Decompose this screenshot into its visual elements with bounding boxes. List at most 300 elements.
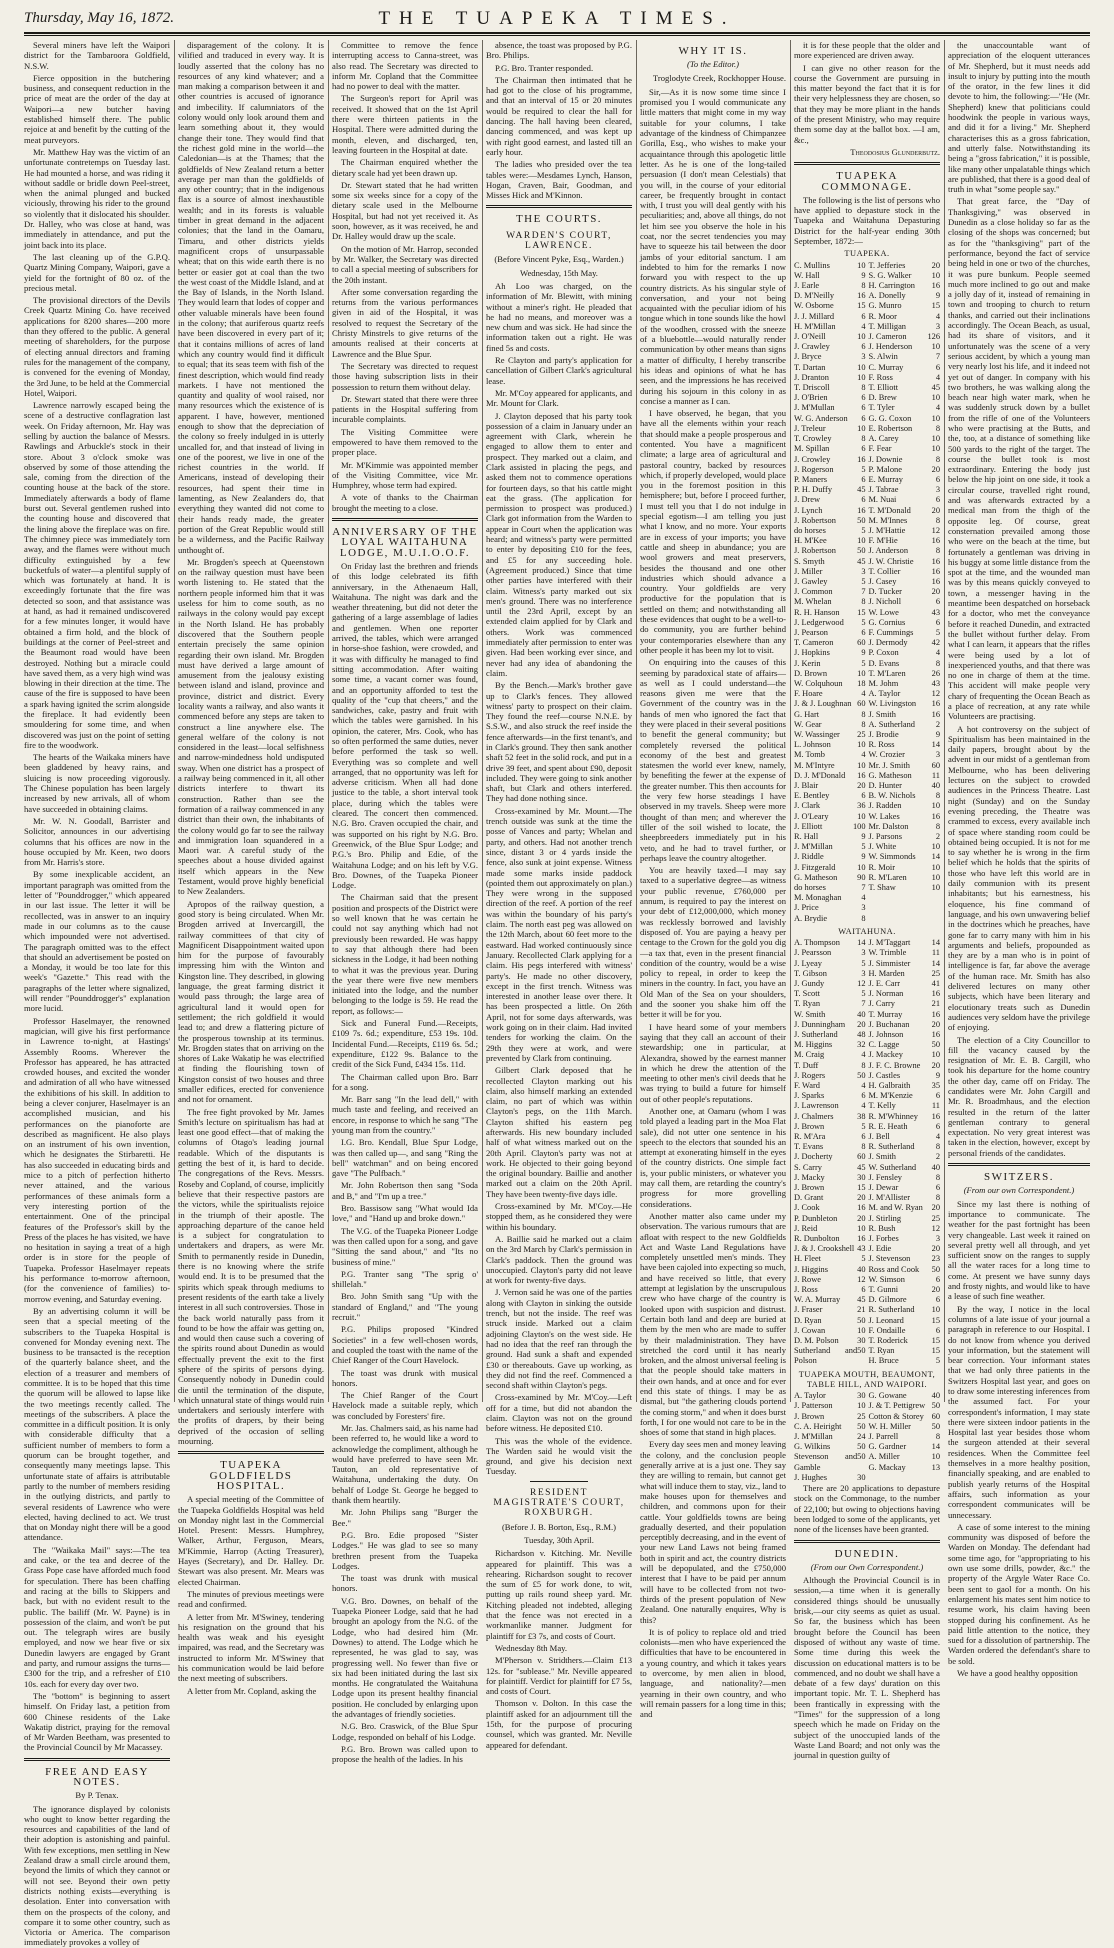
stock-count: 18 [857, 678, 866, 688]
list-item [794, 1224, 866, 1234]
applicant-name: M. Higgins [794, 1040, 833, 1050]
stock-count: 8 [861, 719, 866, 729]
applicant-name: S. Smyth [794, 556, 825, 566]
article-paragraph: The V.G. of the Tuapeka Pioneer Lodge was then called upon for a song, and gave "Sitting the sand about," and "Its no business of mine." [332, 1225, 478, 1267]
article-paragraph: Since my last there is nothing of importance to communicate. The weather for the past fortnight has been very changeable. Last week it rained on several pretty well all through, and yet sufficient snow on the ranges to supply all the water races for a long time to come. At present we have sunny days and frosty nights, and would like to have a lease of such fine weather. [948, 1198, 1090, 1302]
list-item [868, 1183, 940, 1193]
stock-count: 16 [857, 454, 866, 464]
article-paragraph: absence, the toast was proposed by P.G. Bro. Philips. [486, 40, 632, 61]
article-paragraph: I have heard some of your members saying that they call an account of their stewardship; one in particular, at Alexandra, showed by the earnest manner in which he drew the attention of the meeting to other men's civil deeds that he was trying to build a future for himself out of other people's reputations. [640, 1021, 786, 1104]
column-6 [794, 40, 940, 1761]
stock-count: 42 [931, 638, 940, 648]
stock-count: 10 [931, 434, 940, 444]
stock-count: 3 [861, 948, 866, 958]
applicant-name: do horses [794, 883, 826, 893]
list-item [868, 1040, 940, 1050]
list-item [794, 261, 866, 271]
article-paragraph: M'Pherson v. Stridthers.—Claim £13 12s. for "sublease." Mr. Neville appeared for plaintiff. Verdict for plaintiff for £7 5s, and costs of Court. [486, 1655, 632, 1697]
list-item [794, 577, 866, 587]
section-byline: By P. Tenax. [75, 1790, 119, 1801]
list-item [868, 750, 940, 760]
applicant-name: J. Hopkins [794, 648, 830, 658]
stock-count: 8 [935, 658, 940, 668]
applicant-name: J. Docherty [794, 1152, 833, 1162]
applicant-name: J. Stevenson [868, 1254, 911, 1264]
list-item [794, 383, 866, 393]
list-item [868, 261, 940, 271]
applicant-name: J. O'Neill [794, 332, 826, 342]
section-title-switzers: SWITZERS. [983, 1171, 1055, 1184]
stock-count: 6 [861, 474, 866, 484]
stock-count: 16 [931, 709, 940, 719]
applicant-name: J. Downie [868, 454, 903, 464]
stock-count: 3 [935, 750, 940, 760]
list-item [868, 1224, 940, 1234]
applicant-name: D. Brew [868, 393, 897, 403]
list-item [794, 1122, 866, 1132]
applicant-name: W. Hall [794, 270, 820, 280]
applicant-name: J. Dermody [868, 638, 908, 648]
list-item [794, 1173, 866, 1183]
article-paragraph: P.G. Philips proposed "Kindred Societies" in a few well-chosen words, and coupled the toast with the name of the Chief Ranger of the Court Havelock. [332, 1324, 478, 1366]
applicant-name: R. M'Ara [794, 1132, 826, 1141]
list-item [794, 1081, 866, 1091]
applicant-name: F. Ross [868, 372, 893, 382]
stock-count: 6 [935, 1274, 940, 1284]
applicant-name: A. Carey [868, 434, 899, 444]
list-item [794, 638, 866, 648]
applicant-name: J. & T. Pettigrew [868, 1401, 926, 1411]
applicant-name: T. Duff [794, 1060, 819, 1070]
stock-count: 50 [857, 515, 866, 525]
stock-count: 10 [931, 342, 940, 352]
stock-count: 8 [861, 383, 866, 393]
article-paragraph: Sir,—As it is now some time since I promised you I would communicate any little matters that might come in my way suitable for your columns, I take advantage of the kindness of Chimpanzee Gorilla, Esq., who wishes to make your acquaintance through this apologetic little letter. As he is one of the long-tailed persuasion (I don't mean Celestials) that you will, in the course of your editorial career, be frequently brought in contact with, I trust you will deal gently with his peculiarities; and, above all things, do not let him see you observe the hole in his coat, nor the secret tendencies you may have to squeeze his tail between the door jambs of your editorial sanctum. I am indebted to him for the remarks I now forward you with respect to the up country districts. As his singular style of conversation, and your not being acquainted with the peculiar idiom of his tongue which in tone sounds like the howl of the woodhen, crossed with the sneeze of a bluebottle—would naturally render communication by other means than signs a matter of difficulty, I hereby transcribe his ideas and opinions of what he has seen, and the impressions he has received during his sojourn in this colony in as concise a manner as I can. [640, 86, 786, 406]
list-item [794, 1203, 866, 1213]
stock-count: 6 [935, 1295, 940, 1305]
applicant-name: W. Simmonds [868, 852, 916, 862]
article-paragraph: The ladies who presided over the tea tables were:—Mesdames Lynch, Hanson, Hogan, Craven, Bair, Goodman, and Misses Hick and M'Kinnon. [486, 159, 632, 201]
column-divider [328, 40, 329, 1402]
list-item [794, 1295, 866, 1305]
list-item [794, 999, 866, 1009]
applicant-name: J. Smith [868, 1152, 896, 1162]
applicant-name: F. Fear [868, 444, 892, 454]
stock-count: 6 [861, 393, 866, 403]
list-item [868, 414, 940, 424]
stock-count: 15 [931, 301, 940, 311]
applicant-name: E. Murray [868, 474, 903, 484]
stock-count: 12 [931, 525, 940, 535]
issue-date: Thursday, May 16, 1872. [24, 10, 174, 26]
list-item [868, 730, 940, 740]
article-paragraph: The Visiting Committee were empowered to have them removed to the proper place. [332, 426, 478, 458]
applicant-name: J. White [868, 842, 897, 852]
section-divider [794, 162, 940, 165]
stock-count: 10 [857, 668, 866, 678]
article-paragraph: Mr. M'Coy appeared for applicants, and Mr. Mount for Clark. [486, 387, 632, 409]
stock-count: 50 [857, 1452, 866, 1462]
article-paragraph: Gilbert Clark deposed that he recollected Clayton marking out his claim, also himself marking an extended claim, no part of which was within Clayton's pegs, on the 11th March. Clayton shifted his eastern peg afterwards. His new boundary included half of what witness marked out on the 20th April. Clayton's party was not at work. He objected to their going beyond the original boundary. Baillie and another marked out a claim on the 20th April. They have been twenty-five days idle. [486, 1065, 632, 1199]
applicant-name: J. W. Christie [868, 556, 914, 566]
list-item [868, 608, 940, 618]
applicant-name: A. Brydie [794, 913, 828, 923]
stock-count: 50 [857, 1346, 866, 1356]
list-item [868, 883, 940, 893]
applicant-name: J. Carry [868, 999, 895, 1009]
applicant-name: W. Lakes [868, 811, 900, 821]
list-item [794, 812, 866, 822]
stock-count: 26 [931, 668, 940, 678]
stock-count: 40 [857, 1264, 866, 1274]
list-item [794, 495, 866, 505]
list-item [794, 689, 866, 699]
list-item [868, 1244, 940, 1254]
applicant-name: W. Sutherland [868, 1162, 917, 1172]
applicant-name: J. Cook [794, 1203, 820, 1213]
applicant-name: S. G. Walker [868, 270, 912, 280]
applicant-name: A. Taylor [868, 689, 901, 699]
stock-count: 10 [857, 423, 866, 433]
stock-count: 10 [857, 760, 866, 770]
applicant-name: R. Moor [868, 311, 897, 321]
stock-count: 8 [861, 281, 866, 291]
stock-count: 12 [857, 978, 866, 988]
stock-count: 14 [931, 958, 940, 968]
list-item [868, 771, 940, 781]
article-paragraph: P.G. Bro. Brown was called upon to propose the health of the ladies. In his [332, 1743, 478, 1765]
stock-count: 20 [857, 1213, 866, 1223]
applicant-name: J. Brown [794, 1183, 825, 1193]
applicant-name: J. Rogerson [794, 464, 834, 474]
stock-count: 25 [931, 1213, 940, 1223]
list-item [794, 352, 866, 362]
column-divider [944, 40, 945, 1402]
applicant-name: R. Ross [868, 740, 895, 750]
list-item [794, 1473, 866, 1483]
stock-count: 5 [861, 658, 866, 668]
list-item [868, 363, 940, 373]
list-item [868, 465, 940, 475]
applicant-name: T. Kelly [868, 1101, 896, 1111]
list-item [794, 801, 866, 811]
list-item [868, 679, 940, 689]
list-item [794, 852, 866, 862]
stock-count: 16 [931, 1111, 940, 1121]
stock-count: 6 [935, 362, 940, 372]
applicant-name: T. Crowley [794, 434, 832, 444]
stock-count: 8 [861, 913, 866, 923]
list-item [794, 1193, 866, 1203]
article-paragraph: Mr. Matthew Hay was the victim of an unfortunate contretemps on Tuesday last. He had mounted a horse, and was riding it without saddle or bridle down Peel-street, when the animal plunged and bucked viciously, throwing his rider to the ground so violently that it dislocated his shoulder. Dr. Halley, who was close at hand, was immediately in attendance, and put the joint back into its place. [24, 146, 170, 250]
applicant-name: W. Wassinger [794, 729, 840, 739]
applicant-name: A. Sutherland [868, 719, 915, 729]
list-item [794, 948, 866, 958]
list-item [794, 312, 866, 322]
applicant-name: J. Bryce [794, 352, 822, 362]
section-title-anniversary: ANNIVERSARY OF THE LOYAL WAITAHUNA LODGE, M.U.I.O.O.F. [332, 526, 478, 559]
stock-count: 5 [861, 525, 866, 535]
stock-count: 16 [931, 699, 940, 709]
applicant-name: F. Hoare [794, 689, 823, 699]
stock-count: 4 [935, 311, 940, 321]
article-paragraph: Cross-examined by Mr. Mount.—The trench outside was sunk at the time the posse of Vances and party; Whelan and party, and others. Had not another trench since, distant 3 or 4 yards inside the fence, also sunk at joint expense. Witness made some marks inside paddock (pointed them out approximately on plan.) They were wrong in the supposed direction of the reef. A portion of the reef was within the boundary of his party's claim. The north east peg was allowed on the 12th March, about 60 feet more to the eastward. Had worked continuously since January. Recollected Clark applying for a claim. His pegs interfered with witness' party's. He made no other discovery, except in the first trench. Witness was interested in another lease over there. It has been prospected a little. On 26th April, not for some days afterwards, was work going on in their claim. Had invited tenders for working the claim. On the 29th they were at work, and were prevented by Clark from continuing. [486, 805, 632, 1063]
applicant-name: W. Smith [794, 1009, 826, 1019]
applicant-name: W. Colquhoun [794, 678, 843, 688]
stock-count: 20 [931, 587, 940, 597]
stock-count: 12 [857, 1274, 866, 1284]
stock-count: 15 [857, 301, 866, 311]
column-4 [486, 40, 632, 1750]
applicant-name: C. Murray [868, 362, 904, 372]
article-paragraph: You are heavily taxed—I may say taxed to a superlative degree—as witness your public revenue, £760,000 per annum, is required to pay the interest on your debt of £12,000,000, which money was recklessly borrowed and lavishly disposed of. You are paying a heavy per centage to the Crown for the gold you dig—a tax that, even in the present financial condition of the country, would be a wise policy to repeal, in order to keep the miners in the country. In fact, you have an Old Man of the Sea on your shoulders, and the sooner you shake him off the better it will be for you. [640, 865, 786, 1020]
list-item [794, 679, 866, 689]
stock-count: 4 [861, 1050, 866, 1060]
stock-count: 16 [931, 566, 940, 576]
stock-count: 60 [931, 760, 940, 770]
stock-count: 6 [861, 444, 866, 454]
list-item [868, 322, 940, 332]
list-item [794, 883, 866, 893]
list-item [868, 424, 940, 434]
applicant-name: W. Crozier [868, 750, 905, 760]
applicant-name: J. Castles [868, 1070, 901, 1080]
applicant-name: T. Jefferies [868, 260, 906, 270]
article-paragraph: The hearts of the Waikaka miners have been gladdened by heavy rains, and sluicing is now proceeding vigorously. The Chinese population has been largely increased by new arrivals, all of whom have succeeded in obtaining claims. [24, 752, 170, 814]
stock-count: 2 [935, 832, 940, 842]
applicant-name: D. Tucker [868, 587, 902, 597]
stock-count: 12 [931, 1223, 940, 1233]
list-item [868, 1442, 940, 1452]
list-item [794, 567, 866, 577]
list-item [794, 648, 866, 658]
list-item [868, 1091, 940, 1101]
article-paragraph: Mr. M'Kimmie was appointed member of the Visiting Committee, vice Mr. Humphrey, whose term had expired. [332, 459, 478, 491]
list-item [794, 1422, 866, 1432]
list-item [794, 546, 866, 556]
section-divider [794, 1540, 940, 1543]
applicant-name: J. Dranton [794, 372, 829, 382]
applicant-name: J. Casey [868, 576, 897, 586]
list-item [794, 271, 866, 281]
applicant-name: Mr. J. Smith [868, 760, 910, 770]
list-item [794, 516, 866, 526]
list-item [868, 832, 940, 842]
list-item [868, 495, 940, 505]
applicant-name: J. Gundy [794, 978, 825, 988]
applicant-name: T. Dartan [794, 362, 826, 372]
stock-count: 16 [931, 811, 940, 821]
applicant-name: M. M'Intyre [794, 760, 835, 770]
stock-count: 45 [857, 1295, 866, 1305]
applicant-name: R. M'Laren [868, 872, 907, 882]
stock-count: 3 [861, 968, 866, 978]
list-item [868, 1326, 940, 1336]
stock-count: 8 [935, 821, 940, 831]
section-divider [486, 205, 632, 208]
applicant-name: T. Elliott [868, 383, 899, 393]
stock-count: 8 [861, 1060, 866, 1070]
stock-count: 7 [861, 999, 866, 1009]
stock-count: 3 [861, 903, 866, 913]
stock-count: 30 [857, 1336, 866, 1346]
article-paragraph: Lawrence narrowly escaped being the scene of a destructive conflagration last week. On Friday afternoon, Mr. Hay was selling by auction the balance of Messrs. Rawlings and Arbuckle's stock in their store. About 3 o'clock smoke was observed by some of those attending the sale, coming from the direction of the counting house at the back of the store. Immediately afterwards a body of flame burst out. Several gentlemen rushed into the counting house and discovered that the lining above the fireplace was on fire. The chimney piece was immediately torn away, and the flames were without much difficulty extinguished by a few bucketfuls of water—a plentiful supply of which was fortunately at hand. It is exceedingly fortunate that the fire was detected so soon, and that assistance was at hand, as had it remained undiscovered for a few minutes longer, it would have obtained a firm hold, and the block of buildings at the corner of Peel-street and the Beaumont road would have been destroyed. Nothing but a miracle could have saved them, as a very high wind was blowing in their direction at the time. The cause of the fire is supposed to have been a spark having ignited the scrim alongside the fireplace. It had evidently been smouldering for some time, and when discovered was just on the point of setting fire to the woodwork. [24, 400, 170, 750]
list-item [794, 332, 866, 342]
list-item [794, 893, 866, 903]
applicant-name: H. M'Millan [794, 321, 836, 331]
stock-count: 16 [931, 989, 940, 999]
list-item [794, 969, 866, 979]
article-paragraph: It is of policy to replace old and tried colonists—men who have experienced the difficulties that have to be encountered in a young country, and which it takes years to overcome, by men alien in blood, language, and nationality?—men yearning in their own country, and who will remain passers for a long time in this; and [640, 1626, 786, 1720]
article-paragraph: Committee to remove the fence interrupting access to Canna-street, was also read. The Secretary was directed to inform Mr. Copland that the Committee had no power to deal with the matter. [332, 40, 478, 92]
list-item [794, 291, 866, 301]
list-tuapeka [794, 261, 940, 924]
list-item [868, 1020, 940, 1030]
section-divider [530, 1481, 588, 1482]
applicant-name: J. Ross [794, 1285, 818, 1295]
stock-count: 9 [935, 729, 940, 739]
list-item [794, 669, 866, 679]
applicant-name: T. Gunni [868, 1285, 899, 1295]
letter-to-editor: (To the Editor.) [687, 59, 739, 70]
stock-count: 6 [861, 311, 866, 321]
applicant-name: S. Alwin [868, 352, 898, 362]
list-item [794, 781, 866, 791]
stock-count: 8 [935, 1193, 940, 1203]
applicant-name: J. Henderson [868, 342, 913, 352]
stock-count: 16 [857, 505, 866, 515]
stock-count: 6 [861, 413, 866, 423]
stock-count: 30 [857, 1472, 866, 1482]
article-paragraph: The toast was drunk with musical honors. [332, 1573, 478, 1594]
stock-count: 3 [935, 1234, 940, 1244]
list-item [794, 506, 866, 516]
applicant-name: H. Marden [868, 968, 905, 978]
list-item [868, 638, 940, 648]
applicant-name: W. Livingston [868, 699, 917, 709]
stock-count: 6 [861, 1132, 866, 1141]
article-paragraph: On enquiring into the causes of this seeming by paradoxical state of affairs—as well as I could understand—the reasons given me were that the Government of the country was in the hands of men who ignored the fact that they were placed in their several positions to benefit the general community; but completely reversed the political economy of the best and greatest statesmen the world ever knew, namely, by benefiting the fewer at the expense of the greater number. This then accounts for the very few horse steadings I have observed in my travels. Sheep were more thought of than men; and wherever the tiller of the soil wished to locate, the sheepbreeders immediately put in his veto, and he had to travel further, or perhaps leave the country altogether. [640, 657, 786, 863]
applicant-name: J. Lyeay [794, 958, 822, 968]
article-paragraph: The Chairman called upon Bro. Barr for a song. [332, 1071, 478, 1092]
stock-count: 10 [857, 372, 866, 382]
stock-count: 30 [857, 1172, 866, 1182]
applicant-name: J. Lynch [794, 505, 823, 515]
article-paragraph: J. Vernon said he was one of the parties along with Clayton in sinking the outside trench, but not the inside. The reef was struck inside. Marked out a claim adjoining Clayton's on the west side. He had no idea that the reef ran through the ground. Had sunk a shaft and expended £30 or thereabouts. Gave up working, as they did not find the reef. Commenced a second shaft within Clayton's pegs. [486, 1287, 632, 1391]
stock-count: 15 [857, 1183, 866, 1193]
list-item [868, 1061, 940, 1071]
stock-count: 14 [931, 938, 940, 948]
applicant-name: J. O'Leary [794, 811, 829, 821]
section-title-free-easy: FREE AND EASY NOTES. [45, 1765, 149, 1788]
article-paragraph: The following is the list of persons who have applied to depasture stock in the Tuapeka and Waitahuna Depasturing District for the half-year ending 30th September, 1872:— [794, 194, 940, 247]
stock-count: 10 [857, 1325, 866, 1335]
list-item [794, 832, 866, 842]
applicant-name: D. Gilmore [868, 1295, 907, 1305]
article-paragraph: Mr. Jas. Chalmers said, as his name had been referred to, he would like a word to acknowledge the compliment, although he would have preferred to have seen Mr. Tauton, an old representative of Waitahuna, undertaking the duty. On behalf of Lodge St. George he begged to thank them heartily. [332, 1423, 479, 1506]
applicant-name: P. Malone [868, 464, 902, 474]
stock-count: 8 [935, 546, 940, 556]
stock-count: 90 [857, 872, 866, 882]
applicant-name: R. Dunbolton [794, 1234, 840, 1244]
stock-count: 10 [857, 332, 866, 342]
applicant-name: G. Munro [868, 301, 902, 311]
stock-count: 14 [931, 740, 940, 750]
applicant-name: J. Cowan [794, 1325, 826, 1335]
stock-count: 10 [931, 1452, 940, 1462]
list-item [868, 281, 940, 291]
applicant-name: E. Robertson [868, 423, 913, 433]
stock-count: 16 [931, 576, 940, 586]
applicant-name: D. M'Neilly [794, 291, 835, 301]
list-item [794, 1010, 866, 1020]
stock-count: 126 [927, 332, 940, 342]
list-item [868, 1336, 940, 1346]
stock-count: 6 [861, 627, 866, 637]
applicant-name: J. Stirling [868, 1213, 902, 1223]
list-item [794, 1030, 866, 1040]
stock-count: 6 [935, 1091, 940, 1101]
applicant-name: J. Pearsson [794, 948, 832, 958]
applicant-name: J. F. C. Browne [868, 1060, 921, 1070]
stock-count: 10 [931, 842, 940, 852]
list-item [868, 618, 940, 628]
applicant-name: G. Hart [794, 709, 820, 719]
stock-count: 16 [931, 1009, 940, 1019]
applicant-name: G. Gardner [868, 1442, 907, 1452]
stock-count: 10 [857, 362, 866, 372]
stock-count: 8 [935, 1432, 940, 1442]
applicant-name: W. H. Miller [868, 1421, 911, 1431]
list-item [868, 546, 940, 556]
article-paragraph: That great farce, the "Day of Thanksgiving," was observed in Dunedin as a close holiday so far as the closing of the shops was concerned; but as for the "thanksgiving" part of the performance, beyond the fact of service being held in one or two of the churches, it was pure bunkum. People seemed much more inclined to go out and make a jolly day of it, instead of remaining in town and trooping to church to return thanks, and carried out their inclinations accordingly. The Ocean Beach, as usual, had its share of visitors, and it unfortunately was the scene of a very serious accident, by which a young man very nearly lost his life, and it indeed not yet out of danger. In company with his two brothers, he was walking along the beach near high water mark, when he was suddenly struck down by a bullet from the rifle of one of the Volunteers who were practising at the Butts, and the, too, at a distance of something like 500 yards to the right of the target. The course the bullet took is most extraordinary. Entering the body just below the hip joint on one side, it took a circular course, travelled right round, and was afterwards extracted by a medical man from the thigh of the opposite leg. Of course, great consternation prevailed among those who were on the beach at the time, but fortunately a gentleman was driving in his buggy at some little distance from the spot at the time, and the wounded man was by this means quickly conveyed to town, a messenger having in the meantime been despatched on horseback for a doctor, who met the conveyance before it reached Dunedin, and extracted the bullet without further delay. From what I can learn, it appears that the rifles were being used by a lot of inexperienced youths, and that there was no one in charge of them at the time. This accident will make people very chary of frequenting the Ocean Beach as a place of recreation, at any rate while Volunteers are practising. [948, 196, 1091, 722]
applicant-name: R. Moir [868, 862, 895, 872]
list-item [868, 740, 940, 750]
article-paragraph: By an advertising column it will be seen that a special meeting of the subscribers to the Tuapeka Hospital is convened for Monday evening next. The business to be transacted is the reception of the quarterly balance sheet, and the election of a treasurer and members of committee. It is to be hoped that this time the quorum will be allowed to lapse like the two meetings recently called. The meetings of the subscribers. A place the committee in a difficult position. It is only with considerable difficulty that a sufficient number of members to form a quorum can be brought together, and consequently many meetings lapse. This unfortunate state of affairs is attributable partly to the number of members residing in the outlying districts, and partly to several residents of Lawrence who were elected, having declined to act. We trust that on Monday night there will be a good attendance. [24, 1305, 170, 1543]
list-item [868, 271, 940, 281]
stock-count: 13 [931, 1462, 940, 1472]
stock-count: 50 [931, 1421, 940, 1431]
applicant-name: T. Gibson [794, 968, 827, 978]
article-paragraph: Apropos of the railway question, a good story is being circulated. When Mr. Brogden arrived at Invercargill, the railway committees of that city of Magnificent Disappointment waited upon him for the purpose of favourably impressing him with the Winton and Kingston line. They described, in glowing language, the great farming district it would pass through; the large area of agricultural land it would open for settlement; the rich goldfield it would lead to; and drew a flattering picture of the prosperous township at its terminus. Mr. Brogden states that on arriving on the shores of Lake Wakatip he was electrified at finding the flourishing town of Kingston consist of two houses and three smaller edifices, erected for convenience and not for ornament. [178, 898, 324, 1105]
applicant-name: F. M'Hie [868, 536, 898, 546]
article-paragraph: P.G. Tranter sang "The sprig o' shillelah." [332, 1268, 478, 1290]
applicant-name: J. Parsons [868, 832, 902, 842]
stock-count: 14 [857, 938, 866, 948]
stock-count: 9 [935, 291, 940, 301]
list-item [794, 342, 866, 352]
list-item [868, 842, 940, 852]
list-item [794, 959, 866, 969]
article-paragraph: After some conversation regarding the returns from the various performances given in aid of the Hospital, it was resolved to request the Secretary of the Christy Minstrels to give returns of the amounts realised at their concerts at Lawrence and the Blue Spur. [332, 286, 478, 359]
list-item [794, 1061, 866, 1071]
stock-count: 3 [935, 485, 940, 495]
stock-count: 8 [935, 515, 940, 525]
article-paragraph: The "bottom" is beginning to assert himself. On Friday last, a petition from 600 Chinese residents of the Lake Wakatip district, praying for the removal of Mr Warden Beetham, was presented to the Provincial Council by Mr Macassey. [24, 1690, 170, 1753]
columns [24, 40, 1091, 1948]
stock-count: 40 [931, 781, 940, 790]
list-item [794, 434, 866, 444]
list-item [794, 557, 866, 567]
article-paragraph: The Chief Ranger of the Court Havelock made a suitable reply, which was concluded by Foresters' fire. [332, 1390, 478, 1421]
applicant-name: C. A. Heiright [794, 1421, 842, 1431]
column-divider [636, 40, 637, 1402]
list-item [794, 761, 866, 771]
applicant-name: T. Shaw [868, 883, 896, 893]
list-label-tuapeka: TUAPEKA. [844, 249, 890, 259]
applicant-name: D. Ryan [794, 1315, 822, 1325]
stock-count: 20 [931, 1244, 940, 1254]
